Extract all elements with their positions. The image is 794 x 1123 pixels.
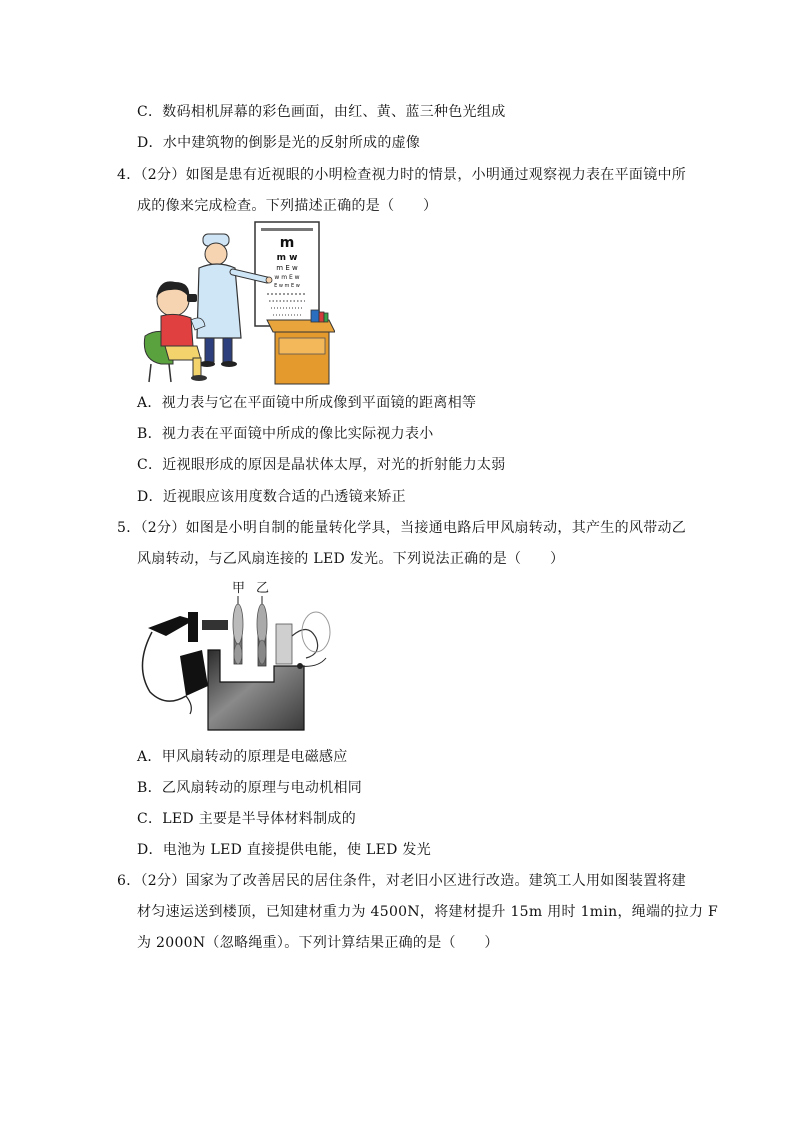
q6-stem-line3: 为 2000N（忽略绳重）。下列计算结果正确的是（ ） [137,935,499,951]
fan-energy-apparatus [140,596,336,732]
fan-b-label: 乙 [256,581,270,596]
q3-option-c: C．数码相机屏幕的彩色画面，由红、黄、蓝三种色光组成 [137,104,506,120]
q6-stem-line1: 6．（2分）国家为了改善居民的居住条件，对老旧小区进行改造。建筑工人用如图装置将建 [117,873,687,889]
q5-option-a: A．甲风扇转动的原理是电磁感应 [137,749,348,765]
eye-test-illustration [143,220,335,388]
q5-stem-line2: 风扇转动，与乙风扇连接的 LED 发光。下列说法正确的是（ ） [137,551,565,567]
q4-stem-line1: 4．（2分）如图是患有近视眼的小明检查视力时的情景，小明通过观察视力表在平面镜中所 [117,167,687,183]
q3-option-d: D．水中建筑物的倒影是光的反射所成的虚像 [137,135,421,151]
svg-text:m w: m w [276,253,298,263]
svg-text:w m E w: w m E w [274,274,300,281]
svg-text:m E w: m E w [276,264,298,272]
q5-option-d: D．电池为 LED 直接提供电能，使 LED 发光 [137,842,432,858]
fan-a-label: 甲 [232,581,246,596]
q4-option-d: D．近视眼应该用度数合适的凸透镜来矫正 [137,489,406,505]
q6-stem-line2: 材匀速运送到楼顶，已知建材重力为 4500N，将建材提升 15m 用时 1min，绳端的拉力 F [137,904,719,920]
svg-text:E w m E w: E w m E w [274,283,300,289]
q4-stem-line2: 成的像来完成检查。下列描述正确的是（ ） [137,198,438,214]
q4-option-a: A．视力表与它在平面镜中所成像到平面镜的距离相等 [137,395,477,411]
q5-option-b: B．乙风扇转动的原理与电动机相同 [137,780,363,796]
q5-stem-line1: 5．（2分）如图是小明自制的能量转化学具，当接通电路后甲风扇转动，其产生的风带动乙 [117,520,687,536]
q4-option-b: B．视力表在平面镜中所成的像比实际视力表小 [137,426,434,442]
q5-option-c: C．LED 主要是半导体材料制成的 [137,811,357,827]
svg-text:m: m [279,235,295,251]
q4-option-c: C．近视眼形成的原因是晶状体太厚，对光的折射能力太弱 [137,457,506,473]
